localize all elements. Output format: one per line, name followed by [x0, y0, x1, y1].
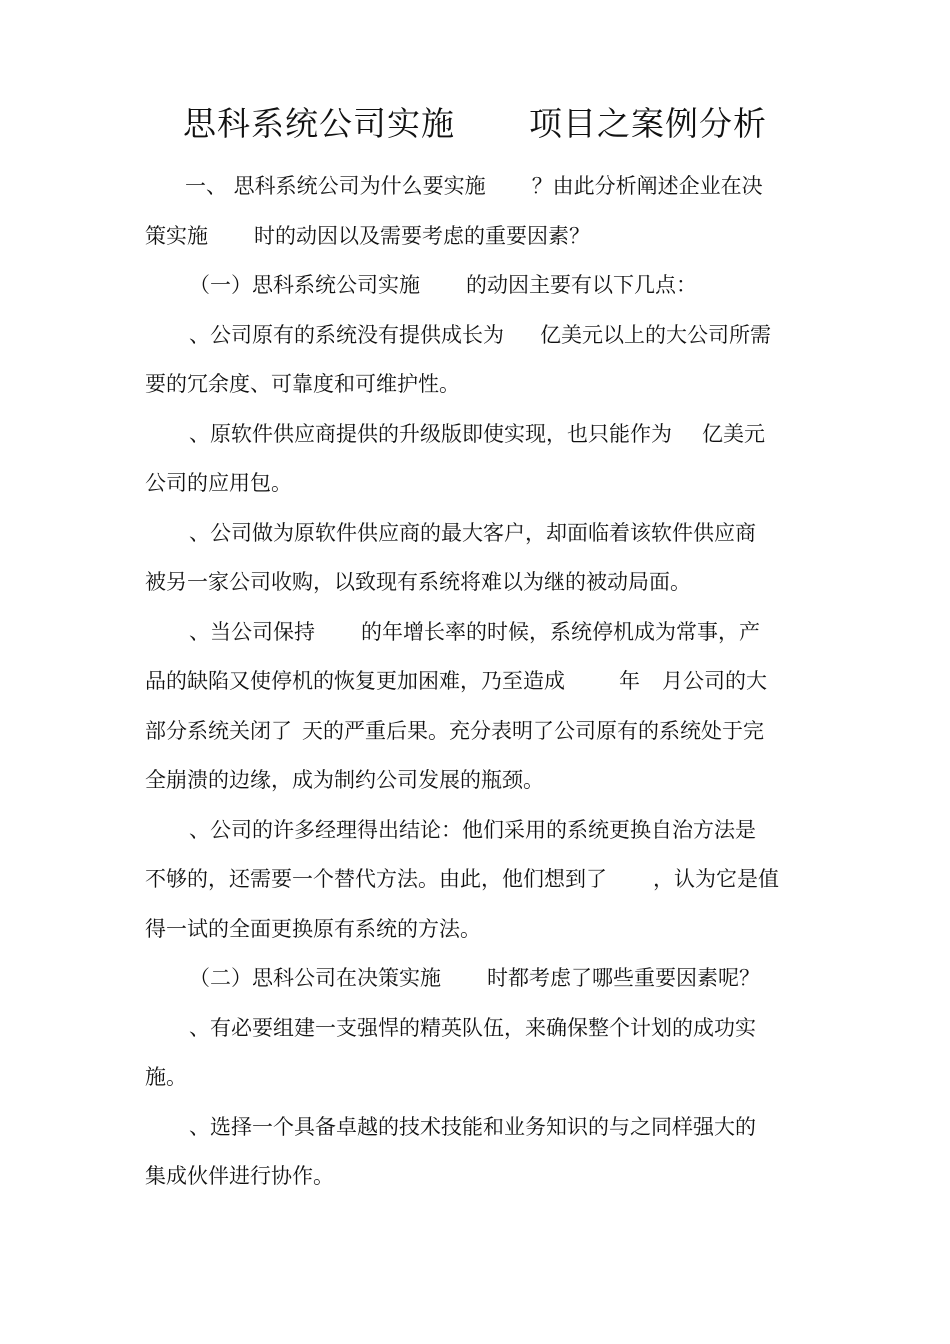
paragraph-2: 、原软件供应商提供的升级版即使实现，也只能作为 亿美元	[189, 421, 765, 446]
paragraph-4-cont-2: 部分系统关闭了 天的严重后果。充分表明了公司原有的系统处于完	[145, 718, 764, 743]
paragraph-3: 、公司做为原软件供应商的最大客户，却面临着该软件供应商	[189, 520, 756, 545]
paragraph-3-cont: 被另一家公司收购，以致现有系统将难以为继的被动局面。	[145, 570, 691, 594]
title-part-1: 思科系统公司实施	[183, 104, 455, 143]
section-heading-1: （一）思科系统公司实施 的动因主要有以下几点：	[189, 273, 697, 297]
paragraph-1: 、公司原有的系统没有提供成长为 亿美元以上的大公司所需	[189, 322, 771, 347]
question-heading: 一、 思科系统公司为什么要实施 ？由此分析阐述企业在决	[185, 174, 763, 198]
title-part-2: 项目之案例分析	[529, 104, 767, 143]
paragraph-1-cont: 要的冗余度、可靠度和可维护性。	[145, 372, 460, 396]
question-heading-cont: 策实施 时的动因以及需要考虑的重要因素？	[145, 223, 590, 248]
paragraph-5: 、公司的许多经理得出结论：他们采用的系统更换自治方法是	[189, 817, 756, 842]
paragraph-7-cont: 集成伙伴进行协作。	[145, 1164, 334, 1188]
document-body	[145, 162, 807, 1202]
paragraph-4-cont-3: 全崩溃的边缘，成为制约公司发展的瓶颈。	[145, 768, 544, 792]
paragraph-2-cont: 公司的应用包。	[145, 471, 292, 495]
paragraph-7: 、选择一个具备卓越的技术技能和业务知识的与之同样强大的	[189, 1114, 756, 1139]
section-heading-2: （二）思科公司在决策实施 时都考虑了哪些重要因素呢？	[189, 966, 760, 990]
document-title	[0, 100, 950, 148]
paragraph-6-cont: 施。	[145, 1065, 187, 1089]
paragraph-4-cont-1: 品的缺陷又使停机的恢复更加困难，乃至造成 年 月公司的大	[145, 669, 767, 693]
paragraph-5-cont-2: 得一试的全面更换原有系统的方法。	[145, 916, 481, 941]
paragraph-6: 、有必要组建一支强悍的精英队伍，来确保整个计划的成功实	[189, 1015, 756, 1040]
paragraph-5-cont-1: 不够的，还需要一个替代方法。由此，他们想到了 ，认为它是值	[145, 867, 779, 891]
paragraph-4: 、当公司保持 的年增长率的时候，系统停机成为常事，产	[189, 619, 760, 644]
